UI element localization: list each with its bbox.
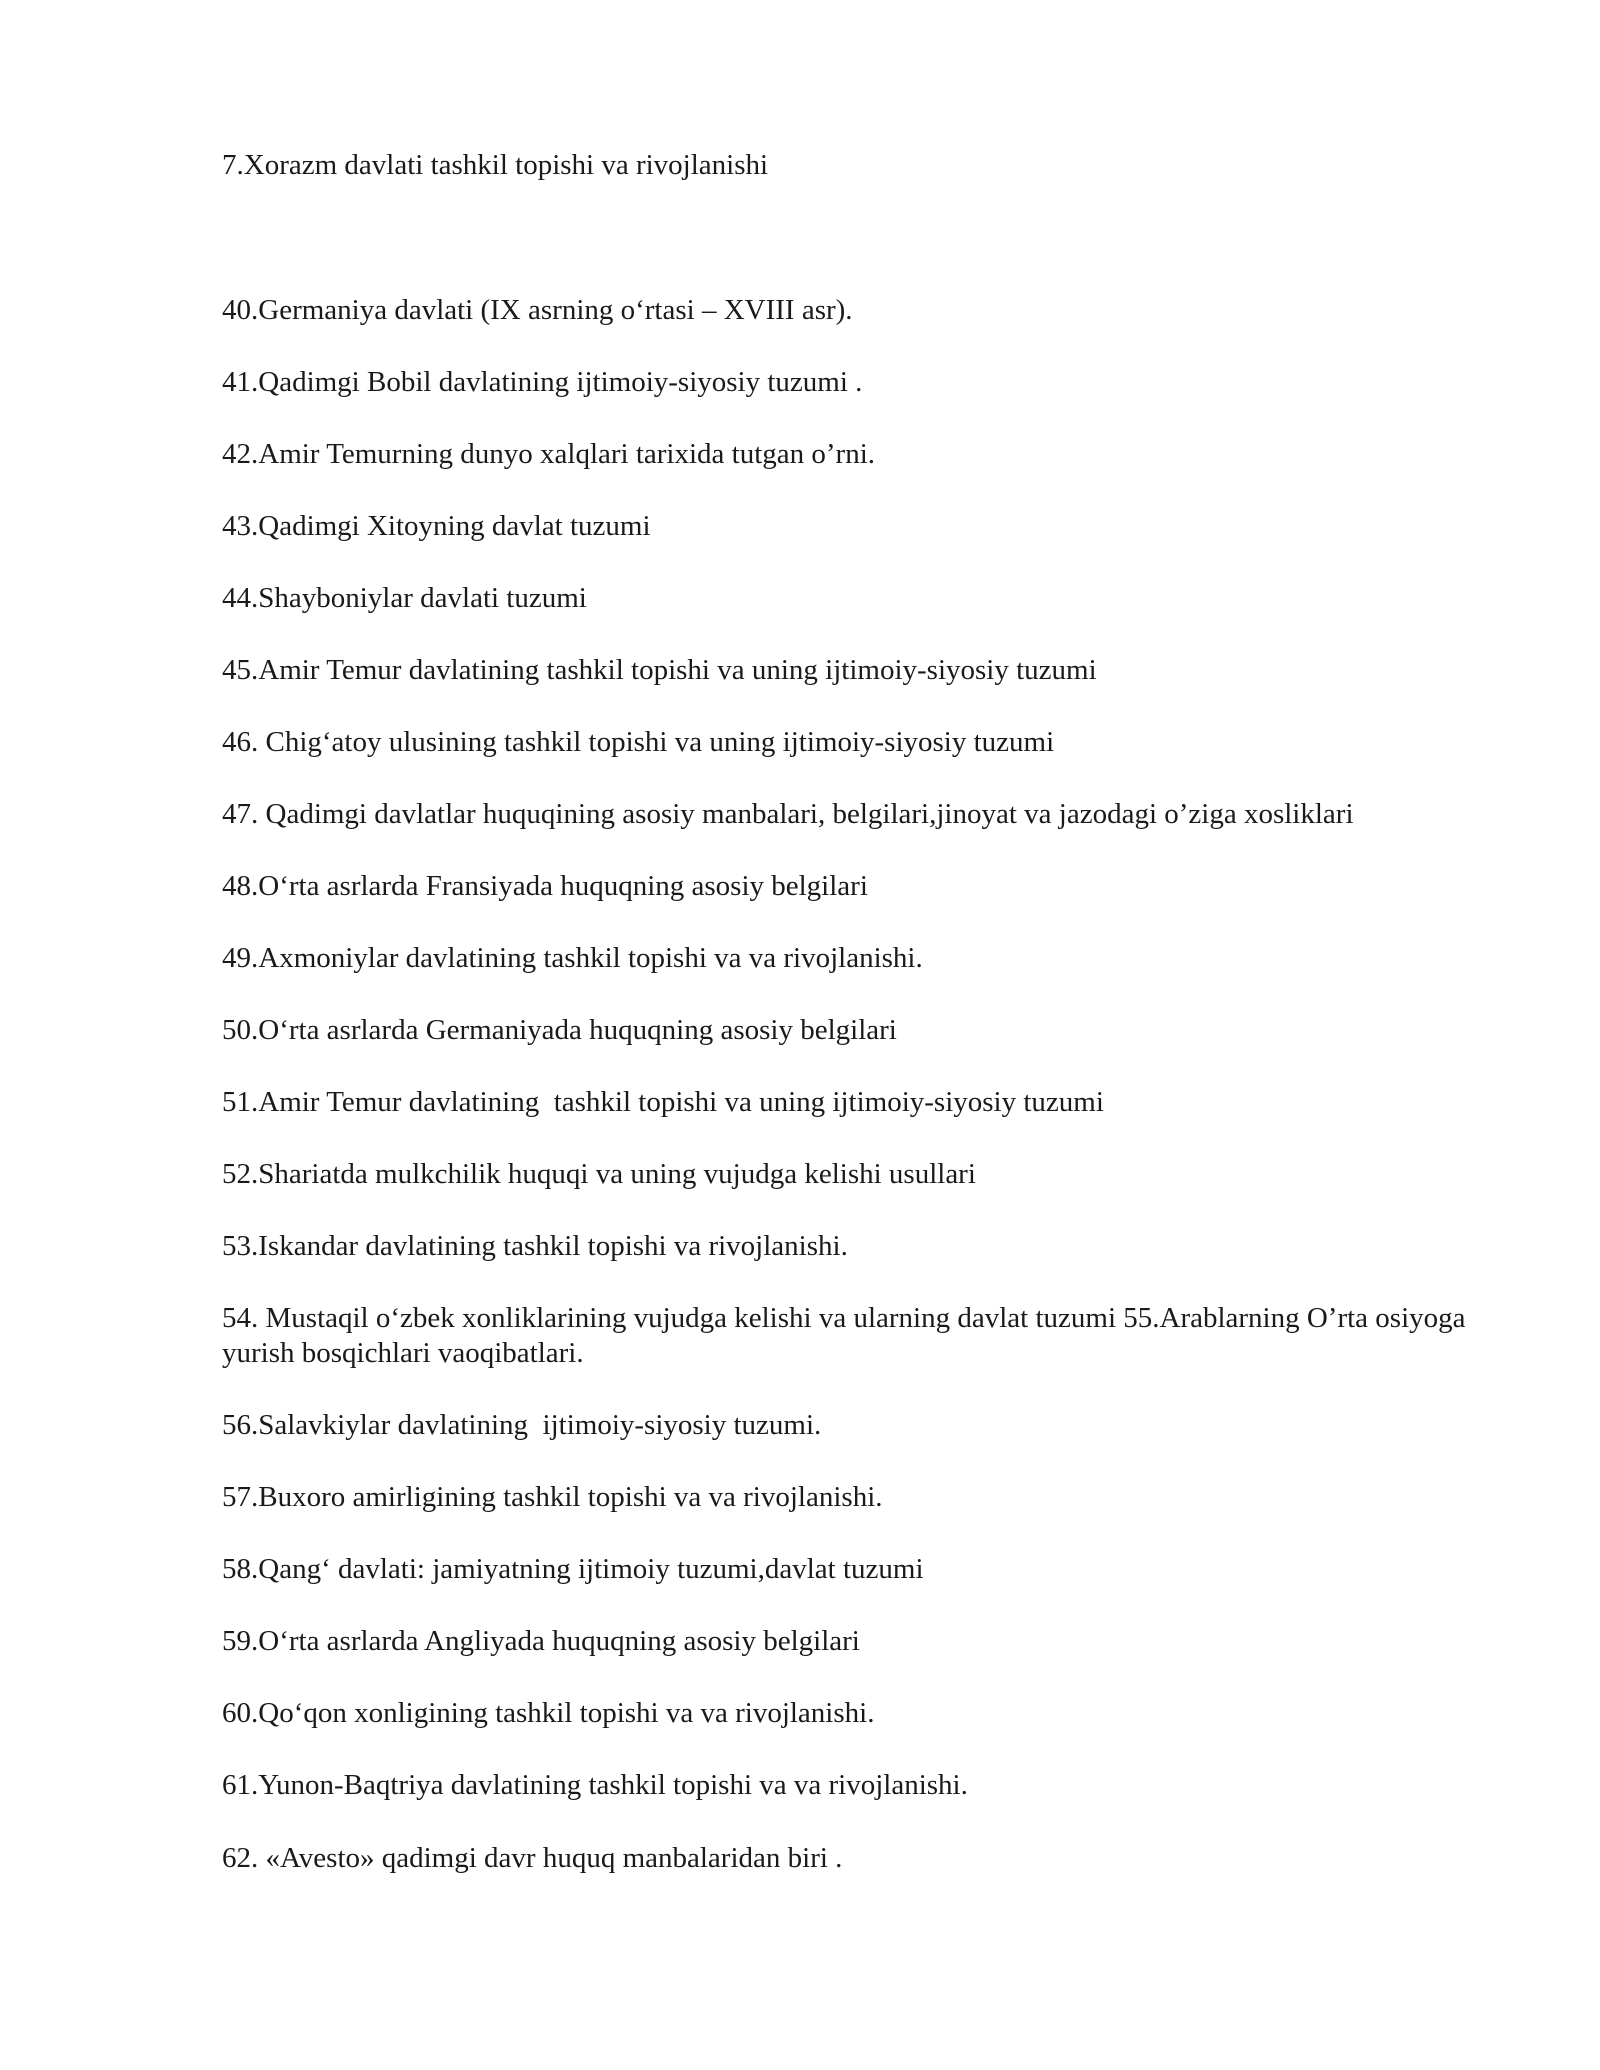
list-item: 61.Yunon-Baqtriya davlatining tashkil topishi va va rivojlanishi.	[222, 1769, 968, 1801]
list-item: 50.O‘rta asrlarda Germaniyada huquqning asosiy belgilari	[222, 1014, 897, 1046]
list-item: 47. Qadimgi davlatlar huquqining asosiy manbalari, belgilari,jinoyat va jazodagi o’ziga xosliklari	[222, 798, 1354, 830]
list-item: 54. Mustaqil o‘zbek xonliklarining vujudga kelishi va ularning davlat tuzumi 55.Arablarning O’rta osiyoga yurish bosqichlari vaoqibatlari.	[222, 1302, 1473, 1369]
list-item: 43.Qadimgi Xitoyning davlat tuzumi	[222, 510, 651, 542]
list-item: 53.Iskandar davlatining tashkil topishi va rivojlanishi.	[222, 1230, 848, 1262]
list-item: 41.Qadimgi Bobil davlatining ijtimoiy-siyosiy tuzumi .	[222, 366, 863, 398]
list-item: 7.Xorazm davlati tashkil topishi va rivojlanishi	[222, 149, 769, 181]
list-item: 40.Germaniya davlati (IX asrning o‘rtasi – XVIII asr).	[222, 294, 853, 326]
list-item: 59.O‘rta asrlarda Angliyada huquqning asosiy belgilari	[222, 1625, 860, 1657]
list-item: 42.Amir Temurning dunyo xalqlari tarixida tutgan o’rni.	[222, 438, 876, 470]
list-item: 44.Shayboniylar davlati tuzumi	[222, 582, 587, 614]
list-item: 45.Amir Temur davlatining tashkil topishi va uning ijtimoiy-siyosiy tuzumi	[222, 654, 1097, 686]
list-item: 57.Buxoro amirligining tashkil topishi va va rivojlanishi.	[222, 1481, 883, 1513]
list-item: 48.O‘rta asrlarda Fransiyada huquqning asosiy belgilari	[222, 870, 868, 902]
list-item: 46. Chig‘atoy ulusining tashkil topishi va uning ijtimoiy-siyosiy tuzumi	[222, 726, 1055, 758]
list-item: 62. «Avesto» qadimgi davr huquq manbalaridan biri .	[222, 1842, 843, 1874]
list-item: 60.Qo‘qon xonligining tashkil topishi va va rivojlanishi.	[222, 1697, 875, 1729]
list-item: 56.Salavkiylar davlatining ijtimoiy-siyosiy tuzumi.	[222, 1409, 822, 1441]
list-item: 52.Shariatda mulkchilik huquqi va uning vujudga kelishi usullari	[222, 1158, 976, 1190]
list-item: 51.Amir Temur davlatining tashkil topishi va uning ijtimoiy-siyosiy tuzumi	[222, 1086, 1104, 1118]
list-item: 58.Qang‘ davlati: jamiyatning ijtimoiy tuzumi,davlat tuzumi	[222, 1553, 924, 1585]
list-item: 49.Axmoniylar davlatining tashkil topishi va va rivojlanishi.	[222, 942, 923, 974]
